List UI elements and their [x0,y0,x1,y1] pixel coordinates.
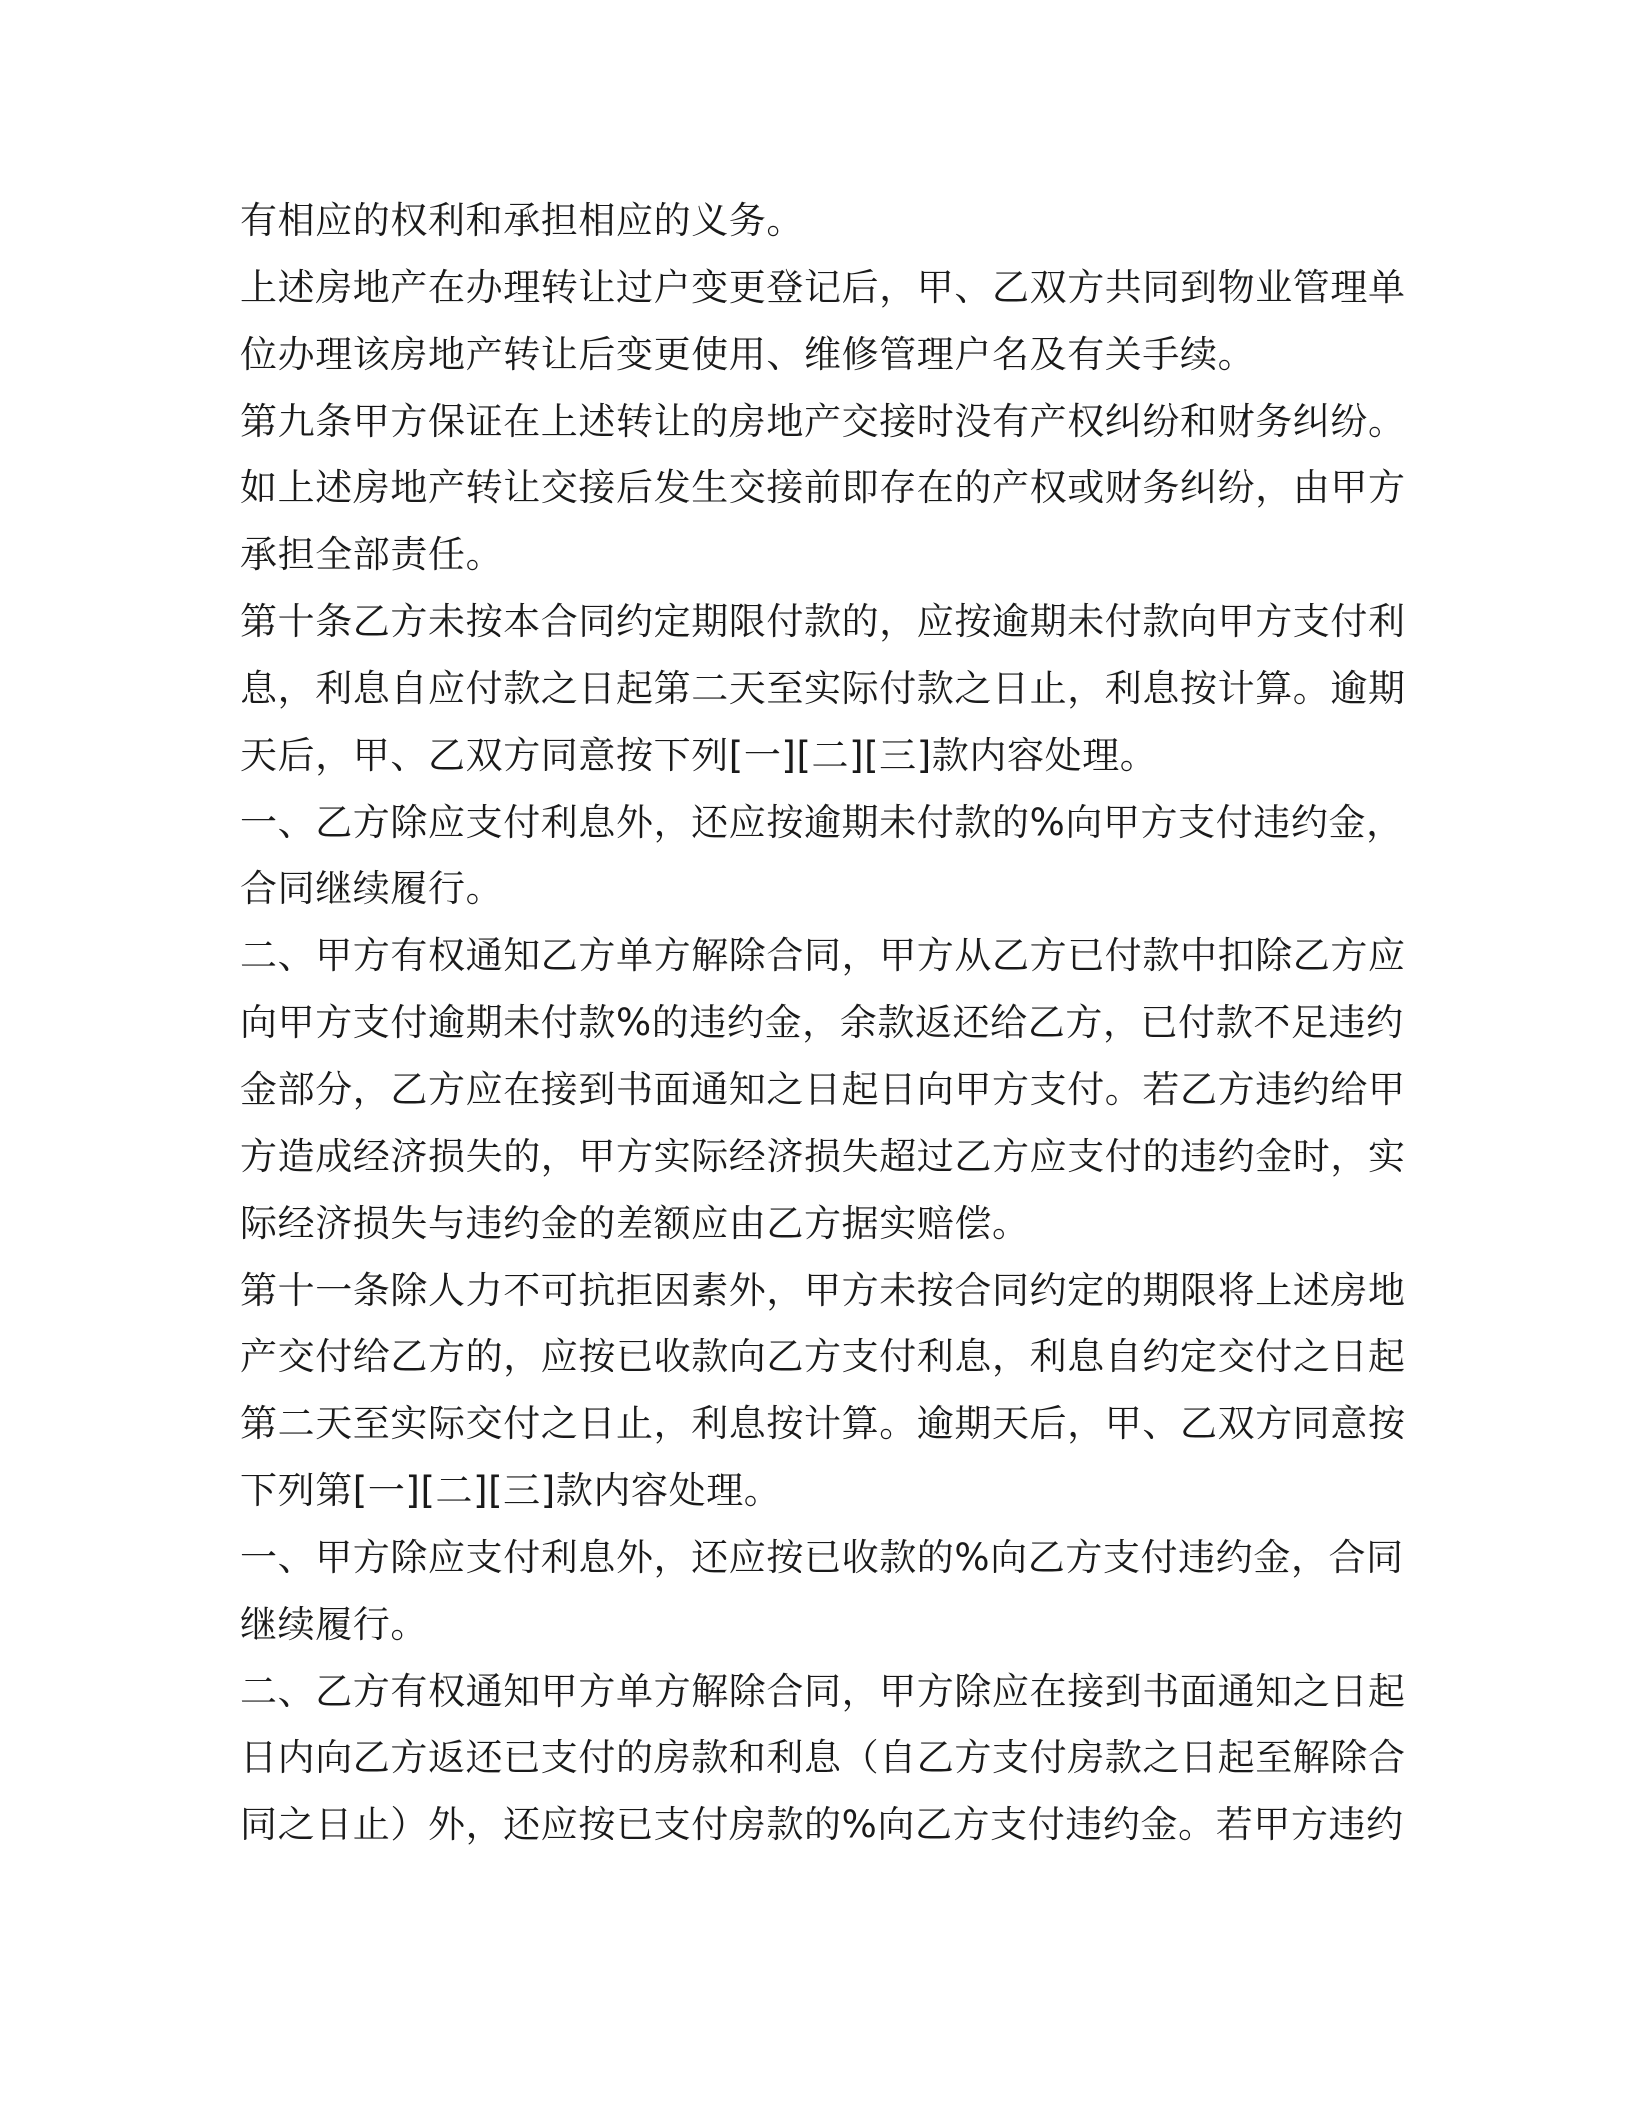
text-line: 方造成经济损失的，甲方实际经济损失超过乙方应支付的违约金时，实 [240,1134,1406,1178]
text-line: 向甲方支付逾期未付款%的违约金，余款返还给乙方，已付款不足违约 [240,1001,1404,1045]
text-line: 日内向乙方返还已支付的房款和利息（自乙方支付房款之日起至解除合 [240,1736,1406,1780]
text-line: 际经济损失与违约金的差额应由乙方据实赔偿。 [240,1201,1030,1245]
text-line: 下列第[一][二][三]款内容处理。 [240,1469,782,1513]
text-line: 第二天至实际交付之日止，利息按计算。逾期天后，甲、乙双方同意按 [240,1402,1406,1446]
text-line: 继续履行。 [240,1602,428,1646]
text-line: 二、甲方有权通知乙方单方解除合同，甲方从乙方已付款中扣除乙方应 [240,934,1406,978]
text-line: 二、乙方有权通知甲方单方解除合同，甲方除应在接到书面通知之日起 [240,1669,1406,1713]
text-line: 天后，甲、乙双方同意按下列[一][二][三]款内容处理。 [240,733,1158,777]
text-line: 一、甲方除应支付利息外，还应按已收款的%向乙方支付违约金，合同 [240,1535,1404,1579]
text-line: 产交付给乙方的，应按已收款向乙方支付利息，利息自约定交付之日起 [240,1335,1406,1379]
text-line: 有相应的权利和承担相应的义务。 [240,199,804,242]
text-line: 合同继续履行。 [240,867,504,911]
text-line: 第九条甲方保证在上述转让的房地产交接时没有产权纠纷和财务纠纷。 [240,399,1406,443]
text-line: 上述房地产在办理转让过户变更登记后，甲、乙双方共同到物业管理单 [240,265,1406,309]
text-line: 第十条乙方未按本合同约定期限付款的，应按逾期未付款向甲方支付利 [240,600,1406,644]
text-line: 金部分，乙方应在接到书面通知之日起日向甲方支付。若乙方违约给甲 [240,1067,1406,1111]
text-line: 如上述房地产转让交接后发生交接前即存在的产权或财务纠纷，由甲方 [240,466,1406,510]
text-line: 第十一条除人力不可抗拒因素外，甲方未按合同约定的期限将上述房地 [240,1268,1406,1312]
text-line: 位办理该房地产转让后变更使用、维修管理户名及有关手续。 [240,332,1256,376]
text-line: 同之日止）外，还应按已支付房款的%向乙方支付违约金。若甲方违约 [240,1803,1404,1847]
document-page [240,188,1406,1859]
text-line: 息，利息自应付款之日起第二天至实际付款之日止，利息按计算。逾期 [240,666,1406,710]
text-line: 承担全部责任。 [240,533,504,577]
text-line: 一、乙方除应支付利息外，还应按逾期未付款的%向甲方支付违约金， [240,800,1404,844]
